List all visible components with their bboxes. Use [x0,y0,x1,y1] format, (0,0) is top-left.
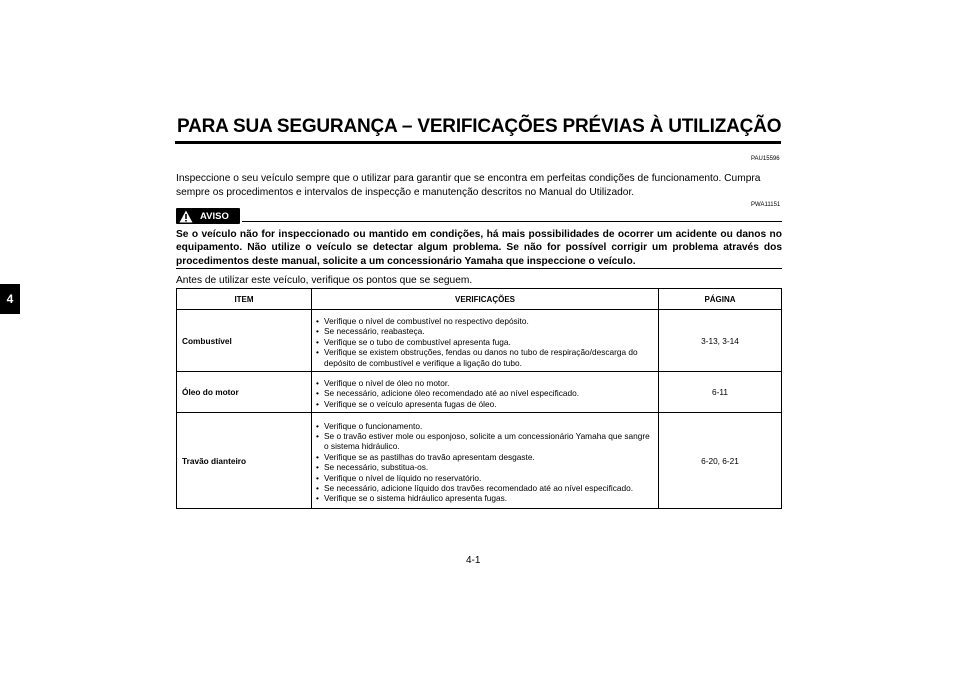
table-row [177,413,782,509]
warning-label: AVISO [200,210,229,222]
warning-text: Se o veículo não for inspeccionado ou mantido em condições, há mais possibilidades de ocorrer um acidente ou danos no equipamento. Não utilize o veículo se detectar algum problema. Se não for possível corrigir um problema através dos procedimentos deste manual, solicite a um concessionário Yamaha que inspeccione o veículo. [176,229,782,267]
row-page: 3-13, 3-14 [659,310,782,372]
row-checks [312,372,659,413]
row-checks [312,310,659,372]
check-item: • Verifique o nível de combustível no respectivo depósito. [316,316,654,326]
row-page: 6-11 [659,372,782,413]
header-page: PÁGINA [659,289,782,310]
check-item: • Verifique o funcionamento. [316,421,654,431]
check-item: • Se necessário, adicione óleo recomendado até ao nível especificado. [316,388,654,398]
row-item: Combustível [177,310,312,372]
check-item: • Se necessário, adicione líquido dos travões recomendado até ao nível especificado. [316,483,654,493]
check-item: • Verifique o nível de líquido no reservatório. [316,473,654,483]
intro-paragraph: Inspeccione o seu veículo sempre que o utilizar para garantir que se encontra em perfeitas condições de funcionamento. Cumpra sempre os procedimentos e intervalos de inspecção e manutenção descritos no Manual do Utilizador. [176,173,761,198]
warning-triangle-icon [179,210,193,223]
warning-rule [242,221,782,222]
table-header-row [177,289,782,310]
checks-table [176,288,782,509]
check-item: • Se necessário, substitua-os. [316,462,654,472]
header-checks: VERIFICAÇÕES [312,289,659,310]
check-item: • Verifique se existem obstruções, fendas ou danos no tubo de respiração/descarga do depósito de combustível e verifique a ligação do tubo. [316,347,654,368]
chapter-tab: 4 [0,284,20,314]
page-number: 4-1 [466,555,481,566]
page-header [175,116,781,144]
check-item: • Verifique se as pastilhas do travão apresentam desgaste. [316,452,654,462]
check-item: • Verifique se o veículo apresenta fugas de óleo. [316,399,654,409]
row-item: Travão dianteiro [177,413,312,509]
check-item: • Se o travão estiver mole ou esponjoso, solicite a um concessionário Yamaha que sangre o sistema hidráulico. [316,431,654,452]
warning-badge [176,208,240,224]
row-page: 6-20, 6-21 [659,413,782,509]
warning-code: PWA11151 [751,202,781,208]
check-item: • Se necessário, reabasteça. [316,326,654,336]
intro-code: PAU15596 [751,156,780,162]
table-row [177,372,782,413]
page-title: PARA SUA SEGURANÇA – VERIFICAÇÕES PRÉVIAS À UTILIZAÇÃO [177,116,782,137]
row-checks [312,413,659,509]
row-item: Óleo do motor [177,372,312,413]
warning-end-rule [176,268,782,269]
before-use-text: Antes de utilizar este veículo, verifique os pontos que se seguem. [176,275,473,286]
table-row [177,310,782,372]
header-rule [175,141,781,144]
warning-header [176,208,782,226]
check-item: • Verifique se o sistema hidráulico apresenta fugas. [316,493,654,503]
check-item: • Verifique o nível de óleo no motor. [316,378,654,388]
check-item: • Verifique se o tubo de combustível apresenta fuga. [316,337,654,347]
header-item: ITEM [177,289,312,310]
